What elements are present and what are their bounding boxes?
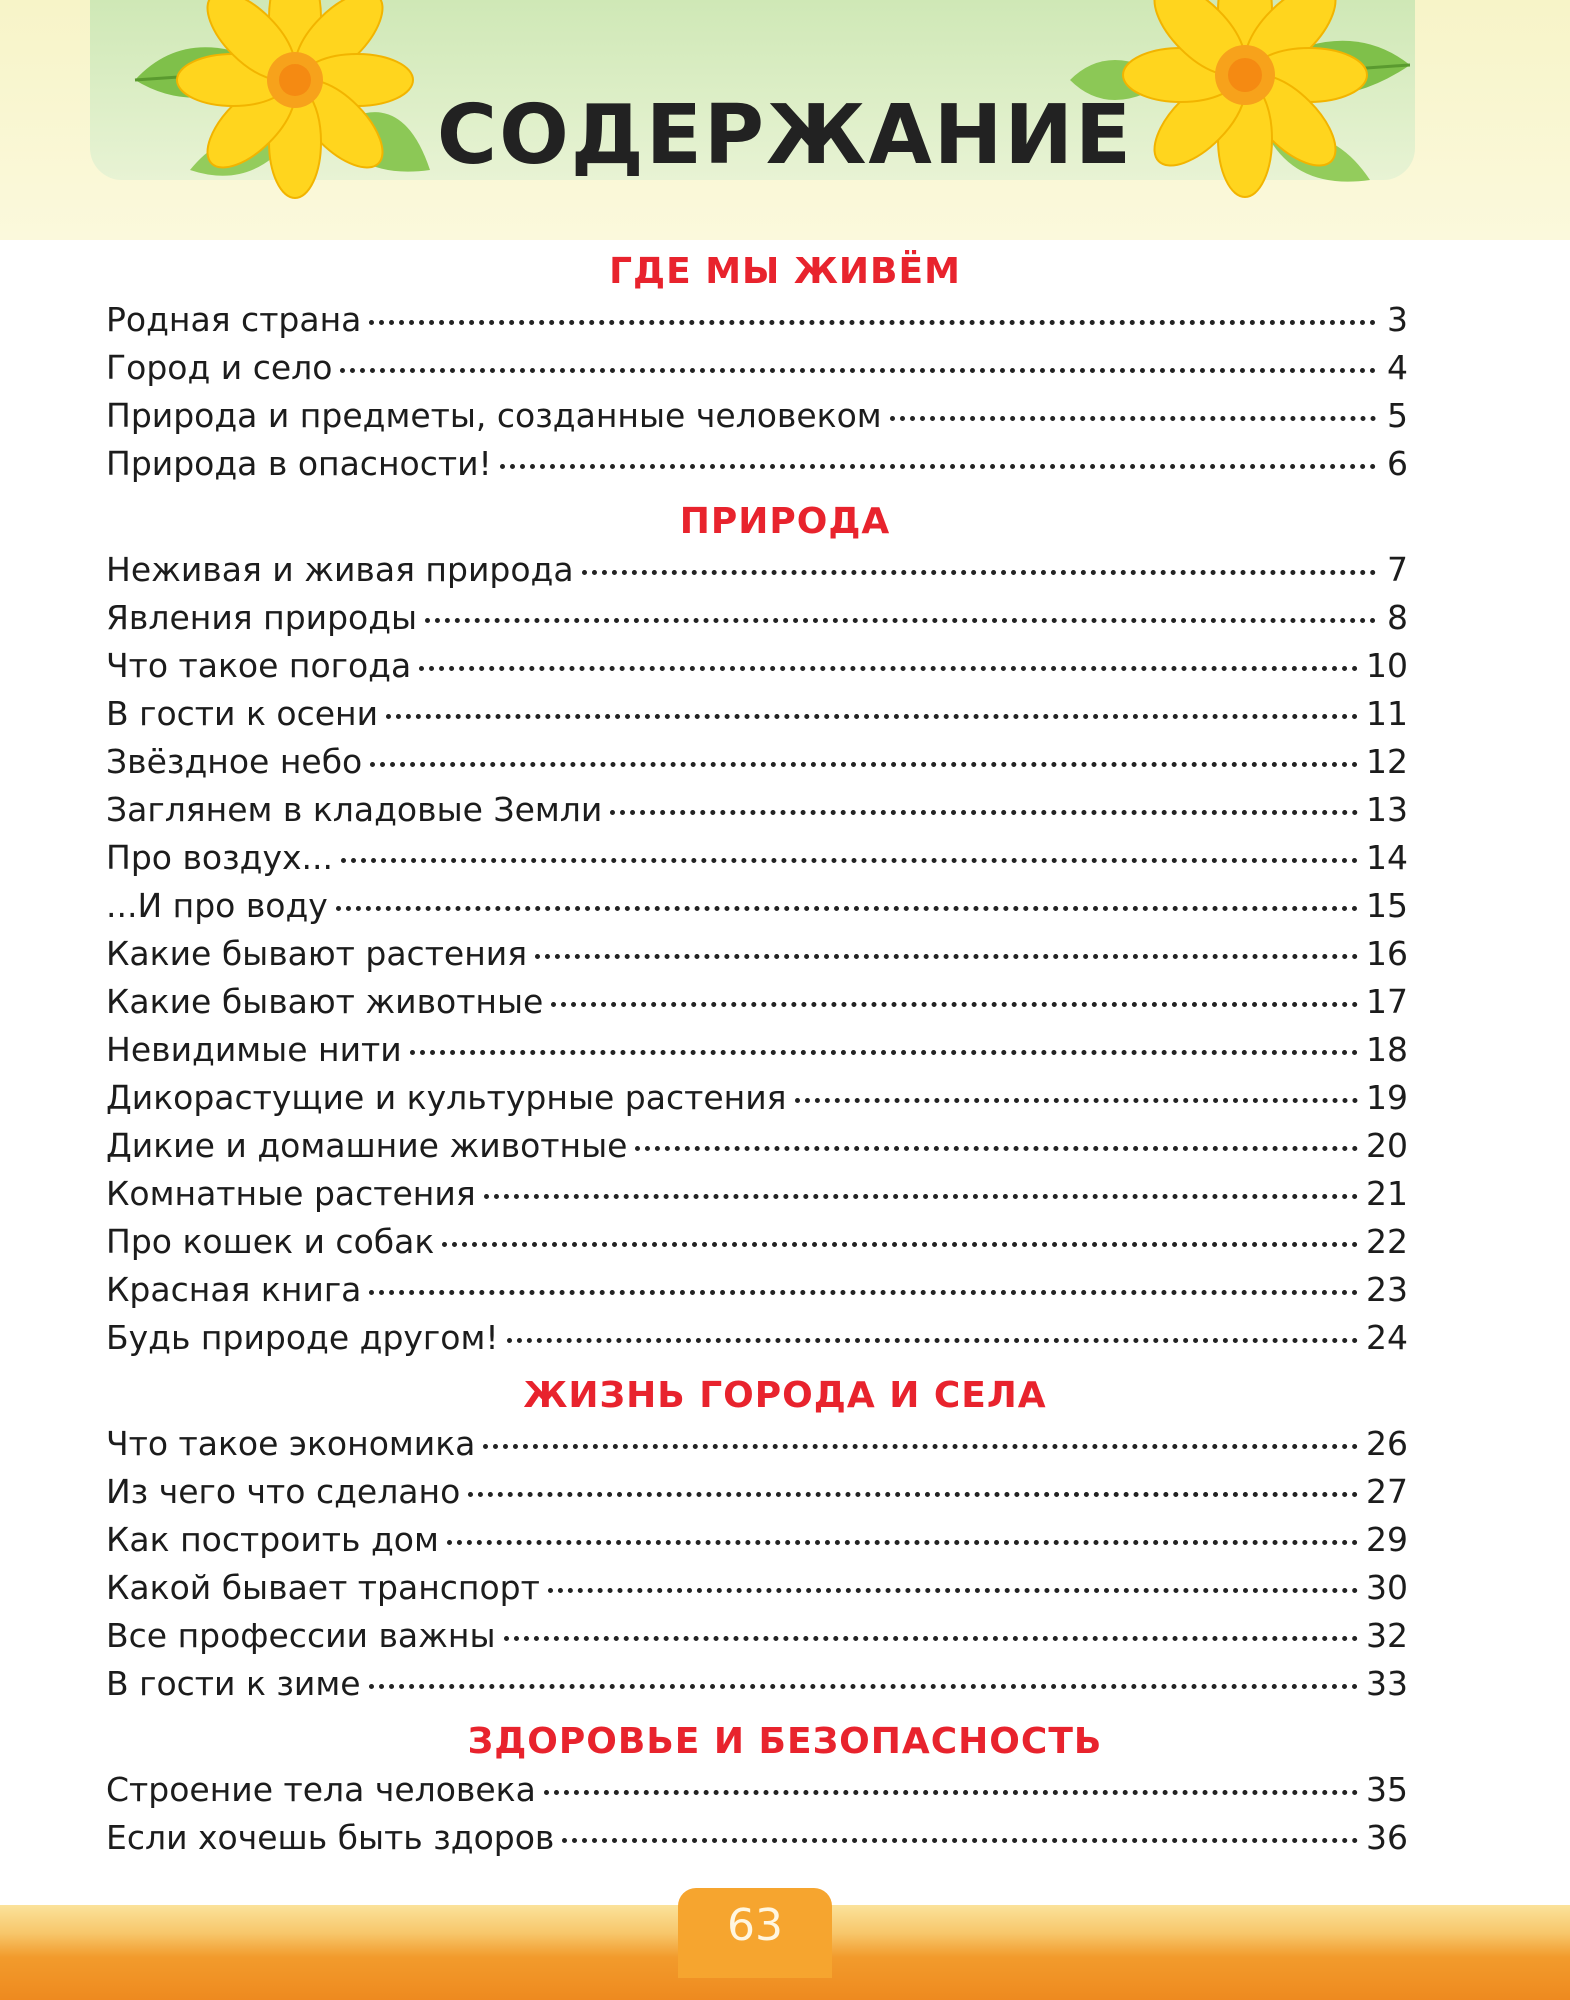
toc-entry-title: Какие бывают растения: [106, 934, 528, 973]
toc-entry-title: Дикие и домашние животные: [106, 1126, 628, 1165]
toc-entry-page: 14: [1366, 838, 1408, 877]
section-heading: ГДЕ МЫ ЖИВЁМ: [609, 251, 961, 292]
dot-leader: [369, 1290, 1358, 1295]
toc-entry-page: 36: [1366, 1818, 1408, 1857]
toc-entry[interactable]: [106, 1468, 1408, 1516]
toc-entry-page: 32: [1366, 1616, 1408, 1655]
toc-entry-title: Что такое экономика: [106, 1424, 476, 1463]
dot-leader: [507, 1338, 1358, 1343]
toc-entry-title: Какой бывает транспорт: [106, 1568, 540, 1607]
toc-entry[interactable]: [106, 1074, 1408, 1122]
toc-entry-page: 6: [1387, 444, 1408, 483]
page-title: СОДЕРЖАНИЕ: [436, 88, 1134, 183]
toc-entry[interactable]: [106, 1314, 1408, 1362]
toc-entry-page: 5: [1387, 396, 1408, 435]
toc-entry-page: 15: [1366, 886, 1408, 925]
toc-entry-page: 29: [1366, 1520, 1408, 1559]
toc-entry-page: 21: [1366, 1174, 1408, 1213]
section-heading: ЖИЗНЬ ГОРОДА И СЕЛА: [523, 1375, 1047, 1416]
toc-entry-title: Родная страна: [106, 300, 362, 339]
toc-entry-title: Какие бывают животные: [106, 982, 544, 1021]
toc-entry-title: Комнатные растения: [106, 1174, 476, 1213]
toc-entry-title: Город и село: [106, 348, 333, 387]
toc-entry[interactable]: [106, 1266, 1408, 1314]
toc-entry-page: 27: [1366, 1472, 1408, 1511]
section-heading: ЗДОРОВЬЕ И БЕЗОПАСНОСТЬ: [467, 1721, 1103, 1762]
toc-entry-page: 13: [1366, 790, 1408, 829]
dot-leader: [419, 666, 1358, 671]
toc-entry-page: 19: [1366, 1078, 1408, 1117]
dot-leader: [551, 1002, 1358, 1007]
toc-entry-title: Звёздное небо: [106, 742, 363, 781]
toc-entry-page: 3: [1387, 300, 1408, 339]
toc-entry[interactable]: [106, 296, 1408, 344]
toc-entry-page: 22: [1366, 1222, 1408, 1261]
toc-entry[interactable]: [106, 594, 1408, 642]
toc-entry[interactable]: [106, 786, 1408, 834]
toc-entry[interactable]: [106, 738, 1408, 786]
dot-leader: [795, 1098, 1358, 1103]
toc-entry-page: 7: [1387, 550, 1408, 589]
toc-entry-title: Природа и предметы, созданные человеком: [106, 396, 882, 435]
section-heading: ПРИРОДА: [679, 501, 891, 542]
dot-leader: [500, 464, 1376, 469]
toc-entry-title: В гости к осени: [106, 694, 379, 733]
toc-entry[interactable]: [106, 1612, 1408, 1660]
toc-entry-title: Строение тела человека: [106, 1770, 536, 1809]
toc-entry-title: Если хочешь быть здоров: [106, 1818, 555, 1857]
toc-entry-page: 4: [1387, 348, 1408, 387]
toc-entry[interactable]: [106, 690, 1408, 738]
dot-leader: [483, 1444, 1358, 1449]
toc-entry[interactable]: [106, 546, 1408, 594]
toc-entry[interactable]: [106, 642, 1408, 690]
toc-entry[interactable]: [106, 1218, 1408, 1266]
dot-leader: [386, 714, 1358, 719]
toc-entry-title: ...И про воду: [106, 886, 328, 925]
toc-entry-page: 16: [1366, 934, 1408, 973]
toc-entry-page: 30: [1366, 1568, 1408, 1607]
toc-entry[interactable]: [106, 1516, 1408, 1564]
toc-entry[interactable]: [106, 344, 1408, 392]
page-number: 63: [727, 1900, 783, 1951]
toc-entry-page: 12: [1366, 742, 1408, 781]
toc-entry[interactable]: [106, 1420, 1408, 1468]
toc-entry-title: Все профессии важны: [106, 1616, 496, 1655]
toc-entry-page: 8: [1387, 598, 1408, 637]
toc-entry-page: 20: [1366, 1126, 1408, 1165]
dot-leader: [425, 618, 1376, 623]
toc-entry-title: Что такое погода: [106, 646, 412, 685]
toc-entry[interactable]: [106, 882, 1408, 930]
toc-entry-title: Неживая и живая природа: [106, 550, 574, 589]
toc-entry-title: Про кошек и собак: [106, 1222, 435, 1261]
dot-leader: [341, 858, 1358, 863]
toc-entry-title: Природа в опасности!: [106, 444, 492, 483]
dot-leader: [635, 1146, 1358, 1151]
toc-entry-page: 24: [1366, 1318, 1408, 1357]
toc-entry[interactable]: [106, 834, 1408, 882]
toc-entry[interactable]: [106, 1170, 1408, 1218]
toc-entry-title: Как построить дом: [106, 1520, 439, 1559]
toc-entry-page: 18: [1366, 1030, 1408, 1069]
dot-leader: [447, 1540, 1358, 1545]
dot-leader: [504, 1636, 1358, 1641]
toc-entry-title: Будь природе другом!: [106, 1318, 499, 1357]
dot-leader: [410, 1050, 1358, 1055]
toc-entry[interactable]: [106, 930, 1408, 978]
toc-entry-title: Из чего что сделано: [106, 1472, 461, 1511]
toc-entry[interactable]: [106, 1122, 1408, 1170]
toc-entry-title: В гости к зиме: [106, 1664, 361, 1703]
dot-leader: [610, 810, 1358, 815]
dot-leader: [562, 1838, 1358, 1843]
toc-entry-title: Заглянем в кладовые Земли: [106, 790, 603, 829]
toc-entry[interactable]: [106, 392, 1408, 440]
dot-leader: [890, 416, 1376, 421]
toc-entry-page: 11: [1366, 694, 1408, 733]
dot-leader: [370, 762, 1358, 767]
toc-entry-page: 17: [1366, 982, 1408, 1021]
toc-entry[interactable]: [106, 1766, 1408, 1814]
toc-entry[interactable]: [106, 1026, 1408, 1074]
dot-leader: [340, 368, 1376, 373]
dot-leader: [544, 1790, 1358, 1795]
toc-entry-title: Невидимые нити: [106, 1030, 402, 1069]
dot-leader: [535, 954, 1358, 959]
toc-entry[interactable]: [106, 440, 1408, 488]
toc-entry[interactable]: [106, 978, 1408, 1026]
dot-leader: [548, 1588, 1358, 1593]
toc-entry[interactable]: [106, 1814, 1408, 1862]
dot-leader: [442, 1242, 1358, 1247]
toc-entry-page: 33: [1366, 1664, 1408, 1703]
toc-entry-page: 10: [1366, 646, 1408, 685]
toc-entry-page: 26: [1366, 1424, 1408, 1463]
dot-leader: [468, 1492, 1358, 1497]
dot-leader: [582, 570, 1376, 575]
toc-entry-page: 23: [1366, 1270, 1408, 1309]
toc-entry-title: Красная книга: [106, 1270, 362, 1309]
toc-entry-title: Дикорастущие и культурные растения: [106, 1078, 787, 1117]
dot-leader: [336, 906, 1358, 911]
toc-entry-title: Явления природы: [106, 598, 418, 637]
toc-entry-page: 35: [1366, 1770, 1408, 1809]
dot-leader: [369, 320, 1376, 325]
dot-leader: [484, 1194, 1358, 1199]
toc-entry[interactable]: [106, 1660, 1408, 1708]
toc-entry[interactable]: [106, 1564, 1408, 1612]
dot-leader: [369, 1684, 1358, 1689]
toc-entry-title: Про воздух...: [106, 838, 333, 877]
